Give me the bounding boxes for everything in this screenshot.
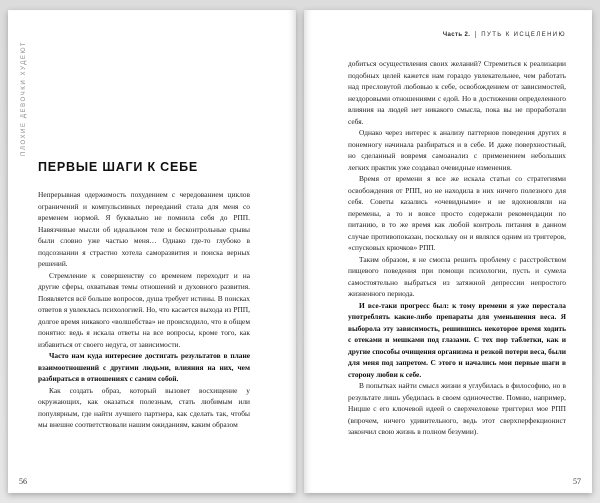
paragraph: Как создать образ, который вызовет восхищение у окружающих, как оказаться полезным, стать любимым или популярным, где найти лучшего партнера, как сделать так, чтобы мы внешне соответствовали нашим ожиданиям, каким образом xyxy=(38,385,250,429)
paragraph: Непрерывная одержимость похудением с чередованием циклов ограничений и компульсивных перееданий стала для меня со временем нормой. Я буквально не помнила себя до РПП. Навязчивые мысли об идеальном теле и бесконтрольные срывы были словно уже частью меня… Однако где-то глубоко в подсознании я страстно хотела саморазвития и поиска верных решений. xyxy=(38,190,250,268)
paragraph: Стремление к совершенству со временем переходит и на другие сферы, охватывая темы отношений и духовного развития. Появляется всё больше вопросов, душа требует истины. В поисках ответов я увлеклась психологией. Но, что касается выхода из РПП, долгое время никакого «волшебства» не происходило, что в общем понятно: ведь я искала ответы на все вопросы, кроме того, как избавиться от своего недуга, от зависимости. xyxy=(38,270,250,349)
paragraph-emphasized: Часто нам куда интереснее достигать результатов в плане взаимоотношений с другими людьми, влияния на них, чем разбираться в отношениях с самим собой. xyxy=(38,351,250,383)
chapter-heading: ПЕРВЫЕ ШАГИ К СЕБЕ xyxy=(38,160,199,174)
paragraph: добиться осуществления своих желаний? Стремиться к реализации подобных целей кажется нам гораздо увлекательнее, чем работать над пресловутой любовью к себе, освобождением от зависимостей, нездоровыми отношениями с едой. Но в достижении определенного влияния на людей нет никакого смысла, пока вы не проработали себя. xyxy=(348,59,566,126)
right-page-body xyxy=(348,58,566,467)
running-header-section: ПУТЬ К ИСЦЕЛЕНИЮ xyxy=(481,31,566,38)
page-number-right: 57 xyxy=(573,477,581,486)
paragraph: Время от времени я все же искала статьи со стратегиями освобождения от РПП, но не находила в них ничего полезного для себя. Советы казались «очевидными» и не вдохновляли на перемены, а то и вовсе просто содержали рекомендации по питанию, в то же время как любой контроль питания в данном случае противопоказан, поскольку он и являлся одним из триггеров, «спусковых крючков» РПП. xyxy=(348,174,566,252)
page-number-left: 56 xyxy=(19,477,27,486)
page-right xyxy=(304,10,592,493)
header-divider xyxy=(475,31,476,38)
left-page-body xyxy=(38,160,250,467)
running-header-part: Часть 2. xyxy=(442,31,471,38)
paragraph: В попытках найти смысл жизни я углубилась в философию, но в результате лишь убедилась в своем одиночестве. Помню, например, Ницше с его ключевой идеей о сверхчеловеке триггерил мое РПП (впрочем, ничего удивительного, ведь этот сверхперфекционист закончил свою жизнь в полном безумии). xyxy=(348,381,566,436)
page-left xyxy=(8,10,296,493)
running-header xyxy=(348,31,566,38)
paragraph: Таким образом, я не смогла решить проблему с расстройством пищевого поведения при помощи психологии, пусть и сумела самостоятельно выбраться из затяжной депрессии непростого жизненного периода. xyxy=(348,254,566,298)
spine-title: ПЛОХИЕ ДЕВОЧКИ ХУДЕЮТ xyxy=(21,40,27,156)
paragraph: Однако через интерес к анализу паттернов поведения других я понемногу начинала разбираться и в себе. И даже поверхностный, но сделанный вовремя самоанализ с применением небольших легких практик уже создавал очевидные изменения. xyxy=(348,128,566,172)
paragraph-emphasized: И все-таки прогресс был: к тому времени я уже перестала употреблять какие-либо препараты для уменьшения веса. Я выборола эту зависимость, решившись некоторое время ходить с отеками и мешками под глазами. С тех пор таблетки, как и другие способы очищения организма и резкой потери веса, были для меня под запретом. С этого и начались мои первые шаги в сторону любви к себе. xyxy=(348,300,566,379)
